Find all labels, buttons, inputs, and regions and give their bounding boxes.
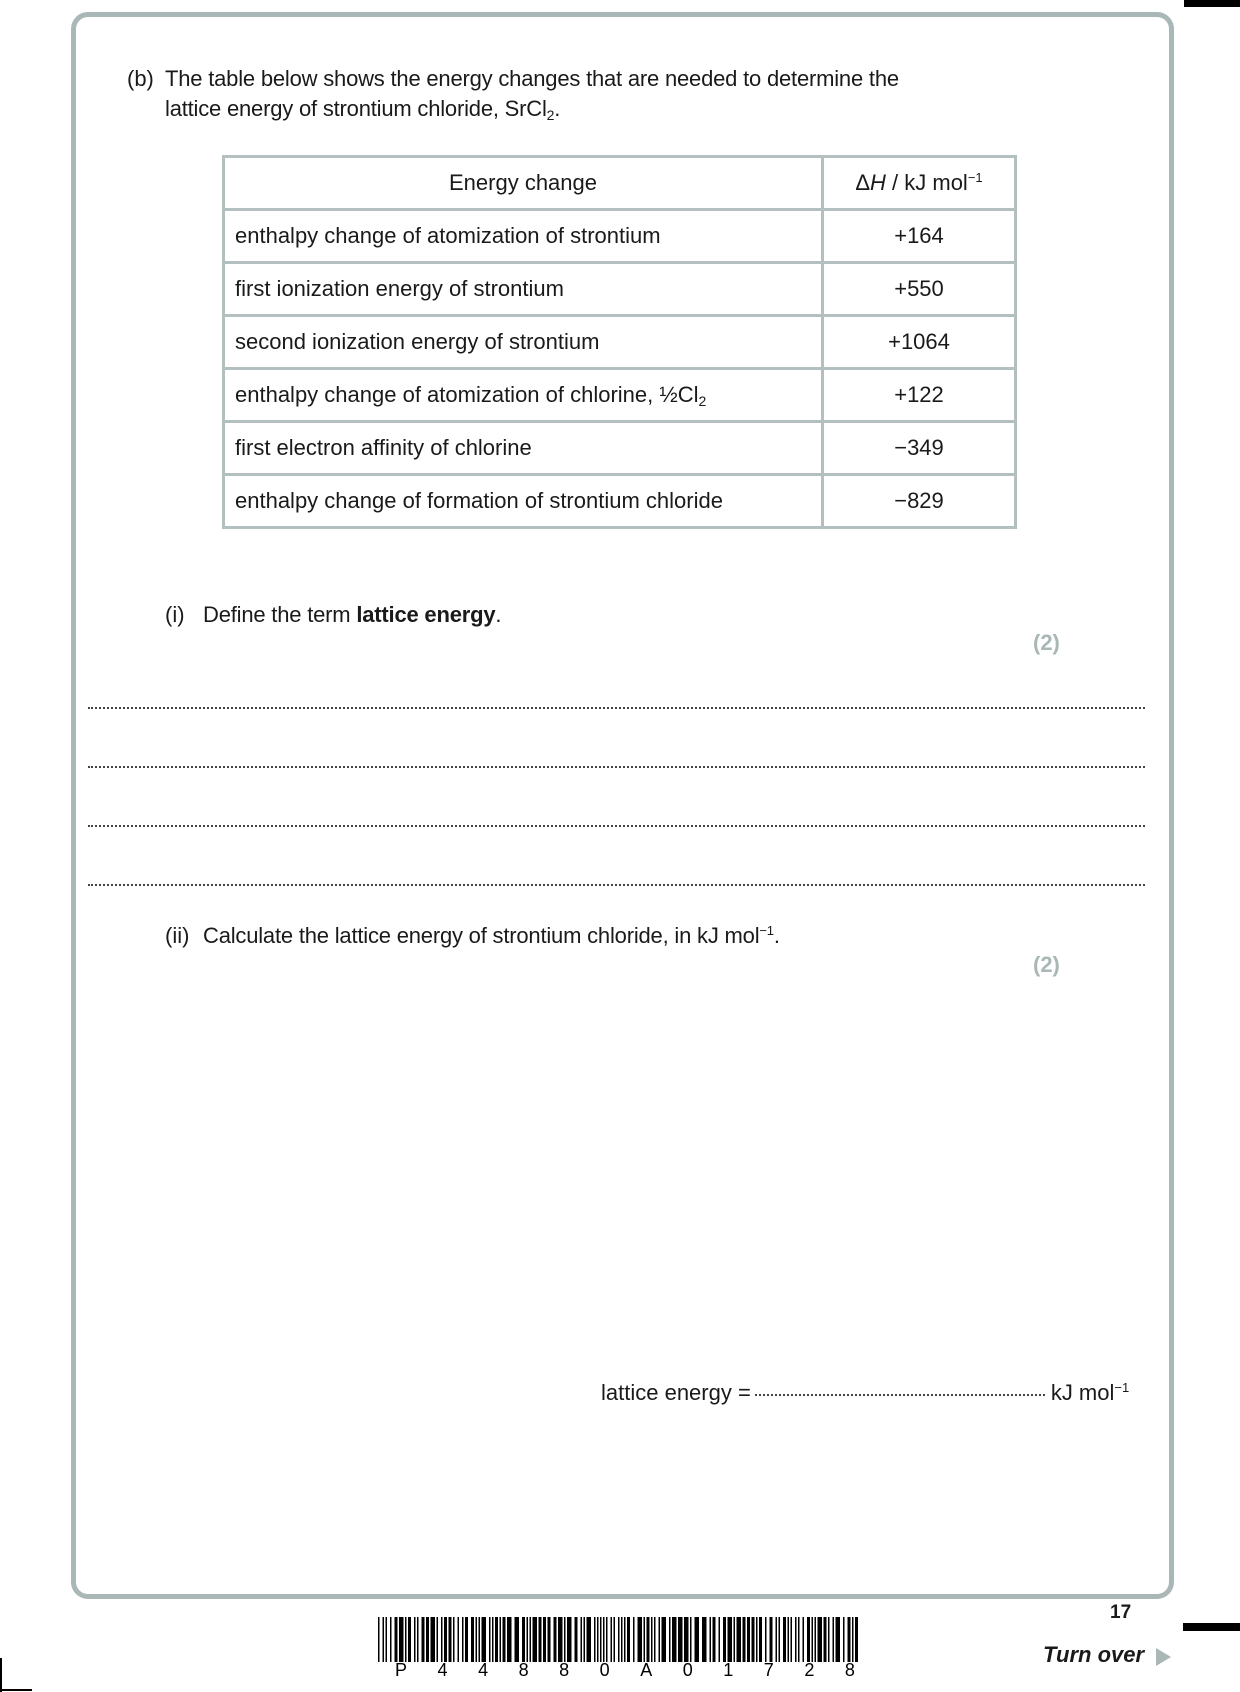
barcode-bar (633, 1617, 635, 1662)
barcode-bar (383, 1617, 385, 1662)
barcode-bar (815, 1617, 817, 1662)
barcode-bar (627, 1617, 630, 1662)
barcode-bar (672, 1617, 677, 1662)
barcode-bar (654, 1617, 656, 1662)
barcode-bar (836, 1617, 841, 1662)
barcode-bar (603, 1617, 605, 1662)
delta-h-cell: +550 (823, 263, 1016, 316)
barcode-bar (855, 1617, 858, 1662)
answer-line-1[interactable] (88, 707, 1145, 709)
barcode-bar (611, 1617, 613, 1662)
delta-h-cell: −349 (823, 422, 1016, 475)
delta-h-cell: +122 (823, 369, 1016, 422)
barcode-char: 8 (844, 1660, 855, 1680)
barcode-bar (618, 1617, 620, 1662)
barcode-bar (621, 1617, 623, 1662)
barcode-bar (690, 1617, 692, 1662)
crop-mark-top (1184, 0, 1240, 7)
barcode-bar (791, 1617, 793, 1662)
barcode-bar (828, 1617, 830, 1662)
barcode-bar (734, 1617, 736, 1662)
barcode-bar (818, 1617, 823, 1662)
barcode-bar (824, 1617, 827, 1662)
barcode-bar (533, 1617, 538, 1662)
barcode-char: 2 (804, 1660, 815, 1680)
barcode-bar (441, 1617, 443, 1662)
barcode-bar (492, 1617, 494, 1662)
barcode-bar (743, 1617, 746, 1662)
question-intro-line2: lattice energy of strontium chloride, SrCl$_2$. (165, 96, 561, 123)
header-delta-h: ΔH / kJ mol$^{-1}$ (823, 157, 1016, 210)
barcode-bar (812, 1617, 814, 1662)
barcode-bar (713, 1617, 716, 1662)
barcode-bar (500, 1617, 502, 1662)
table-row (224, 369, 1016, 422)
barcode-bar (600, 1617, 602, 1662)
barcode-bar (479, 1617, 481, 1662)
barcode-bar (530, 1617, 532, 1662)
barcode-bar (444, 1617, 447, 1662)
barcode-bar (669, 1617, 671, 1662)
barcode-bar (584, 1617, 586, 1662)
barcode-bar (587, 1617, 592, 1662)
barcode-bar (567, 1617, 572, 1662)
barcode-bar (684, 1617, 689, 1662)
barcode-bar (723, 1617, 726, 1662)
barcode-bar (458, 1617, 460, 1662)
part-ii-marks: (2) (1033, 952, 1060, 977)
barcode-bar (662, 1617, 667, 1662)
page-number: 17 (1110, 1602, 1132, 1623)
turn-over-label: Turn over (1043, 1642, 1145, 1667)
barcode-bar (728, 1617, 733, 1662)
barcode-bar (453, 1617, 455, 1662)
delta-h-cell: +1064 (823, 316, 1016, 369)
delta-h-cell: +164 (823, 210, 1016, 263)
barcode-bar (449, 1617, 452, 1662)
barcode-bar (564, 1617, 566, 1662)
barcode-bar (765, 1617, 767, 1662)
answer-line-3[interactable] (88, 825, 1145, 827)
table-row (224, 316, 1016, 369)
lattice-energy-answer-row (601, 1378, 1129, 1408)
barcode-bar (495, 1617, 498, 1662)
energy-change-cell: enthalpy change of atomization of chlorine, $\frac{1}{2}Cl_2$ (224, 369, 823, 422)
part-i-question: Define the term lattice energy. (203, 602, 502, 627)
barcode (378, 1617, 860, 1662)
energy-change-cell: second ionization energy of strontium (224, 316, 823, 369)
barcode-bar (795, 1617, 797, 1662)
energy-change-cell: enthalpy change of formation of strontium chloride (224, 475, 823, 528)
barcode-bar (522, 1617, 525, 1662)
barcode-bar (597, 1617, 599, 1662)
barcode-bar (437, 1617, 439, 1662)
barcode-char: 0 (599, 1660, 610, 1680)
barcode-char: 1 (723, 1660, 734, 1680)
barcode-bar (783, 1617, 786, 1662)
table-row (224, 210, 1016, 263)
barcode-bar (503, 1617, 506, 1662)
barcode-bar (462, 1617, 464, 1662)
barcode-bar (776, 1617, 778, 1662)
barcode-bar (390, 1617, 392, 1662)
barcode-bar (405, 1617, 407, 1662)
barcode-bar (422, 1617, 425, 1662)
barcode-bar (852, 1617, 854, 1662)
crop-mark-bottom-left (0, 1658, 2, 1692)
barcode-bar (426, 1617, 429, 1662)
barcode-char: 8 (559, 1660, 570, 1680)
barcode-bar (575, 1617, 578, 1662)
answer-unit: kJ mol$^{-1}$ (1050, 1380, 1130, 1405)
barcode-bar (624, 1617, 626, 1662)
barcode-bar (395, 1617, 398, 1662)
crop-mark-bottom-left-h (0, 1689, 32, 1691)
barcode-bar (848, 1617, 851, 1662)
turn-over-arrow-icon (1156, 1648, 1171, 1666)
barcode-bar (678, 1617, 683, 1662)
delta-h-cell: −829 (823, 475, 1016, 528)
header-energy-change: Energy change (224, 157, 823, 210)
part-ii-question: Calculate the lattice energy of strontium chloride, in kJ mol$^{-1}$. (203, 923, 780, 948)
barcode-bar (594, 1617, 596, 1662)
answer-line-2[interactable] (88, 766, 1145, 768)
barcode-bar (651, 1617, 653, 1662)
barcode-bar (471, 1617, 474, 1662)
barcode-bar (614, 1617, 616, 1662)
table-row (224, 263, 1016, 316)
barcode-bar (719, 1617, 721, 1662)
barcode-bar (548, 1617, 551, 1662)
answer-label: lattice energy = (601, 1380, 751, 1405)
table-header-row (224, 157, 1016, 210)
barcode-bar (659, 1617, 661, 1662)
barcode-bar (507, 1617, 512, 1662)
barcode-bar (386, 1617, 388, 1662)
barcode-bar (710, 1617, 712, 1662)
barcode-bar (558, 1617, 563, 1662)
barcode-bar (833, 1617, 835, 1662)
part-label-ii: (ii) (165, 923, 190, 948)
barcode-bar (779, 1617, 781, 1662)
energy-change-cell: first ionization energy of strontium (224, 263, 823, 316)
barcode-bar (803, 1617, 805, 1662)
energy-changes-table (222, 155, 1017, 529)
barcode-bar (489, 1617, 491, 1662)
barcode-bar (606, 1617, 608, 1662)
crop-mark-right (1183, 1623, 1240, 1631)
barcode-char: 4 (478, 1660, 489, 1680)
barcode-bar (747, 1617, 750, 1662)
barcode-char: 8 (518, 1660, 529, 1680)
barcode-bar (554, 1617, 557, 1662)
barcode-bar (798, 1617, 800, 1662)
barcode-bar (399, 1617, 404, 1662)
barcode-char: 4 (437, 1660, 448, 1680)
barcode-bar (515, 1617, 520, 1662)
barcode-bar (378, 1617, 380, 1662)
question-intro-line1: The table below shows the energy changes that are needed to determine the (165, 66, 899, 91)
barcode-bar (581, 1617, 583, 1662)
barcode-bar (807, 1617, 810, 1662)
barcode-bar (647, 1617, 650, 1662)
barcode-bar (752, 1617, 755, 1662)
barcode-bar (737, 1617, 742, 1662)
barcode-bar (417, 1617, 419, 1662)
barcode-bar (695, 1617, 700, 1662)
energy-change-cell: first electron affinity of chlorine (224, 422, 823, 475)
barcode-bar (843, 1617, 845, 1662)
barcode-bar (414, 1617, 416, 1662)
barcode-bar (465, 1617, 468, 1662)
barcode-bar (644, 1617, 646, 1662)
barcode-char: P (395, 1660, 408, 1680)
barcode-bar (770, 1617, 773, 1662)
barcode-bar (482, 1617, 487, 1662)
barcode-bar (476, 1617, 478, 1662)
barcode-bar (527, 1617, 529, 1662)
barcode-bar (759, 1617, 762, 1662)
part-label-i: (i) (165, 602, 185, 627)
barcode-char: A (640, 1660, 653, 1680)
energy-change-cell: enthalpy change of atomization of strontium (224, 210, 823, 263)
table-row (224, 475, 1016, 528)
barcode-bar (543, 1617, 546, 1662)
barcode-char: 0 (682, 1660, 693, 1680)
barcode-bar (638, 1617, 643, 1662)
barcode-bar (788, 1617, 790, 1662)
part-label-b: (b) (127, 66, 154, 91)
part-i-marks: (2) (1033, 630, 1060, 655)
table-row (224, 422, 1016, 475)
answer-line-4[interactable] (88, 884, 1145, 886)
barcode-bar (408, 1617, 411, 1662)
barcode-text (395, 1660, 855, 1681)
barcode-bar (756, 1617, 758, 1662)
barcode-bar (431, 1617, 436, 1662)
barcode-bar (539, 1617, 542, 1662)
barcode-char: 7 (763, 1660, 774, 1680)
barcode-bar (702, 1617, 707, 1662)
lattice-energy-answer-field[interactable] (755, 1394, 1045, 1396)
